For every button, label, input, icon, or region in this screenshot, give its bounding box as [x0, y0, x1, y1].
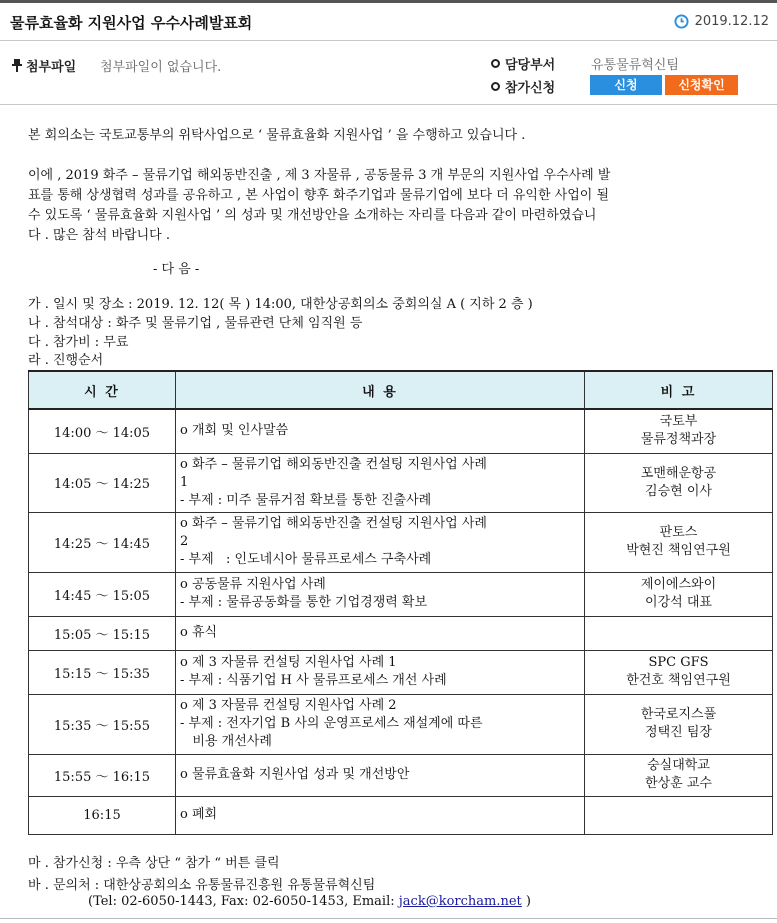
row-time: 14:05 ～ 14:25 [29, 453, 176, 512]
row-note-line: 한국로지스풀 [640, 707, 717, 722]
row-time: 14:25 ～ 14:45 [29, 512, 176, 572]
pin-icon [12, 59, 22, 72]
row-content [176, 453, 585, 512]
page-title: 물류효율화 지원사업 우수사례발표회 [10, 14, 253, 32]
notice-heading: - 다 음 - [153, 262, 200, 277]
row-content [176, 409, 585, 453]
table-row [29, 409, 773, 453]
table-row [29, 512, 773, 572]
clock-icon [674, 14, 689, 29]
info-divider [0, 104, 777, 105]
header-divider [0, 40, 777, 41]
table-row [29, 616, 773, 650]
date-text: 2019.12.12 [694, 14, 769, 29]
row-note-line: 포맨해운항공 [640, 465, 717, 481]
table-row [29, 754, 773, 796]
attachment-value: 첨부파일이 없습니다. [100, 60, 222, 75]
row-note [585, 512, 773, 572]
row-content-line: - 부제 : 인도네시아 물류프로세스 구축사례 [180, 552, 432, 567]
row-note [585, 796, 773, 834]
para-line: 이에 , 2019 화주 – 물류기업 해외동반진출 , 제 3 자물류 , 공동물류 3 개 부문의 지원사업 우수사례 발 [28, 168, 611, 183]
attachment-label-text: 첨부파일 [26, 60, 77, 75]
row-content-line: o 공동물류 지원사업 사례 [180, 577, 326, 592]
attachment-label [12, 56, 76, 75]
row-note-line: 국토부 [659, 414, 698, 430]
apply-label [491, 77, 555, 96]
dept-label [491, 54, 555, 73]
email-link[interactable]: jack@korcham.net [398, 894, 522, 909]
row-note [585, 754, 773, 796]
row-note-line: 제이에스와이 [640, 577, 717, 592]
row-content-line: o 제 3 자물류 컨설팅 지원사업 사례 1 [180, 655, 397, 670]
row-note [585, 409, 773, 453]
row-note [585, 650, 773, 694]
footer-divider [0, 918, 777, 919]
row-time: 14:00 ～ 14:05 [29, 409, 176, 453]
row-note-line: 한건호 책임연구원 [626, 673, 731, 688]
row-content-line: o 제 3 자물류 컨설팅 지원사업 사례 2 [180, 698, 397, 713]
table-row [29, 796, 773, 834]
row-content-line: - 부제 : 미주 물류거점 확보를 통한 진출사례 [180, 492, 432, 508]
row-content-line: o 화주 – 물류기업 해외동반진출 컨설팅 지원사업 사례 [180, 456, 487, 472]
row-note-line: 판토스 [659, 525, 698, 540]
circle-bullet-icon [491, 59, 500, 68]
row-content-line: 비용 개선사례 [180, 734, 272, 749]
para-line: 다 . 많은 참석 바랍니다 . [28, 228, 170, 243]
row-note-line: SPC GFS [648, 655, 709, 670]
row-content-line: - 부제 : 전자기업 B 사의 운영프로세스 재설계에 따른 [180, 716, 483, 731]
row-content [176, 694, 585, 754]
row-note-line: 정택진 팀장 [645, 725, 712, 740]
table-row [29, 650, 773, 694]
schedule-body [29, 409, 773, 834]
row-content [176, 512, 585, 572]
row-content-line: - 부제 : 식품기업 H 사 물류프로세스 개선 사례 [180, 673, 447, 688]
row-content [176, 754, 585, 796]
table-row [29, 572, 773, 616]
row-time: 15:15 ～ 15:35 [29, 650, 176, 694]
apply-label-text: 참가신청 [505, 81, 556, 96]
row-time: 15:05 ～ 15:15 [29, 616, 176, 650]
apply-confirm-button[interactable]: 신청확인 [665, 75, 738, 95]
contact-suffix: ) [521, 894, 531, 909]
row-content [176, 796, 585, 834]
row-time: 15:35 ～ 15:55 [29, 694, 176, 754]
header-time: 시 간 [29, 371, 176, 409]
row-note-line: 한상훈 교수 [645, 776, 712, 791]
row-content [176, 616, 585, 650]
row-note-line: 숭실대학교 [647, 758, 710, 773]
dept-label-text: 담당부서 [505, 58, 556, 73]
post-date [674, 14, 769, 29]
top-rule [0, 0, 777, 3]
row-note-line: 물류정책과장 [640, 432, 717, 448]
row-content-line: 1 [180, 474, 189, 490]
header-note: 비 고 [585, 371, 773, 409]
row-content-line: - 부제 : 물류공동화를 통한 기업경쟁력 확보 [180, 595, 428, 610]
row-content-line: o 휴식 [180, 625, 218, 640]
table-row [29, 694, 773, 754]
para-line: 수 있도록 ‘ 물류효율화 지원사업 ’ 의 성과 및 개선방안을 소개하는 자리를 다음과 같이 마련하였습니 [28, 208, 597, 223]
row-time: 16:15 [29, 796, 176, 834]
row-content-line: 2 [180, 534, 189, 549]
item-ra: 라 . 진행순서 [28, 353, 104, 368]
row-time: 14:45 ～ 15:05 [29, 572, 176, 616]
row-content-line: o 개회 및 인사말씀 [180, 423, 289, 439]
row-note [585, 453, 773, 512]
item-ba: 바 . 문의처 : 대한상공회의소 유통물류진흥원 유통물류혁신팀 [28, 878, 376, 893]
schedule-table [28, 370, 773, 835]
dept-value: 유통물류혁신팀 [591, 58, 679, 73]
circle-bullet-icon [491, 82, 500, 91]
row-note-line: 김승현 이사 [645, 483, 712, 499]
item-ma: 마 . 참가신청 : 우측 상단 “ 참가 “ 버튼 클릭 [28, 856, 280, 871]
row-note [585, 616, 773, 650]
apply-button[interactable]: 신청 [590, 75, 662, 95]
table-row [29, 453, 773, 512]
schedule-header-row [29, 371, 773, 409]
intro-text: 본 회의소는 국토교통부의 위탁사업으로 ‘ 물류효율화 지원사업 ’ 을 수행하고 있습니다 . [28, 128, 526, 143]
para-line: 표를 통해 상생협력 성과를 공유하고 , 본 사업이 향후 화주기업과 물류기업에 보다 더 유익한 사업이 될 [28, 188, 609, 203]
row-note-line: 박현진 책임연구원 [626, 543, 731, 558]
contact-line [88, 894, 531, 909]
row-content [176, 572, 585, 616]
contact-prefix: (Tel: 02-6050-1443, Fax: 02-6050-1453, Email: [88, 894, 395, 909]
row-content-line: o 화주 – 물류기업 해외동반진출 컨설팅 지원사업 사례 [180, 516, 487, 531]
row-time: 15:55 ～ 16:15 [29, 754, 176, 796]
item-na: 나 . 참석대상 : 화주 및 물류기업 , 물류관련 단체 임직원 등 [28, 316, 363, 331]
header-content: 내 용 [176, 371, 585, 409]
row-content-line: o 폐회 [180, 807, 218, 822]
row-note [585, 694, 773, 754]
item-da: 다 . 참가비 : 무료 [28, 335, 129, 350]
item-ga: 가 . 일시 및 장소 : 2019. 12. 12( 목 ) 14:00, 대한상공회의소 중회의실 A ( 지하 2 층 ) [28, 297, 533, 312]
row-note-line: 이강석 대표 [645, 595, 712, 610]
row-note [585, 572, 773, 616]
row-content [176, 650, 585, 694]
row-content-line: o 물류효율화 지원사업 성과 및 개선방안 [180, 767, 410, 782]
